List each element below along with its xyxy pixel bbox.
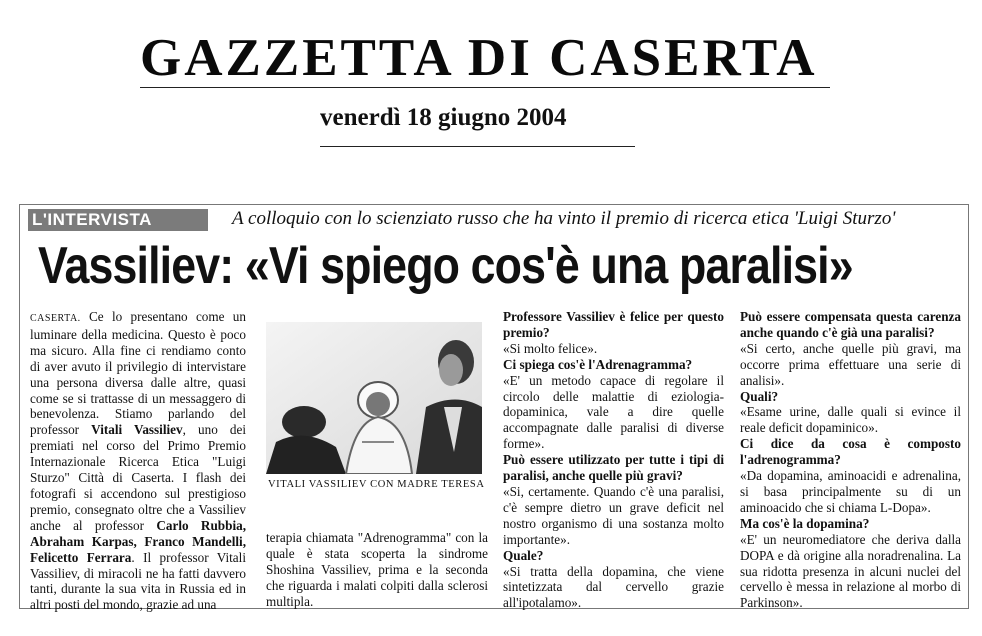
answer: «Si molto felice». (503, 340, 598, 356)
dateline: CASERTA. (30, 313, 81, 324)
question: Ci spiega cos'è l'Adrenagramma? (503, 356, 693, 372)
article-column-1 (30, 309, 246, 613)
interviewee-name: Vitali Vassiliev (91, 422, 183, 438)
issue-date: venerdì 18 giugno 2004 (320, 104, 567, 131)
question: Quali? (740, 388, 779, 404)
question: Professore Vassiliev è felice per questo premio? (503, 309, 724, 340)
article-column-3 (503, 309, 724, 611)
photo-illustration (266, 322, 482, 474)
question: Quale? (503, 547, 544, 563)
answer: «Da dopamina, aminoacidi e adrenalina, si basa principalmente su di un aminoacido che si chiama L-Dopa». (740, 468, 961, 515)
other-awardees: Carlo Rubbia, Abraham Karpas, Franco Mandelli, Felicetto Ferrara (30, 517, 247, 565)
intro-text-b: , uno dei premiati nel corso del Primo Premio Internazionale Ricerca Etica "Luigi Sturzo" Città di Caserta. I flash dei fotografi si accendono sul prestigioso premio, consegnato oltre che a Vassiliev anche al professor (30, 422, 246, 533)
article-column-2 (266, 530, 488, 610)
answer: «Si, certamente. Quando c'è una paralisi, c'è sempre dietro un grave deficit nel nostro organismo di una sostanza molto importante». (503, 483, 724, 547)
section-kicker: L'INTERVISTA (28, 209, 208, 231)
intro-paragraph (30, 309, 246, 613)
article-subtitle: A colloquio con lo scienziato russo che ha vinto il premio di ricerca etica 'Luigi Sturzo' (232, 208, 896, 229)
answer: «E' un neuromediatore che deriva dalla DOPA e dà origine alla noradrenalina. La sua ridotta presenza in alcuni nuclei del cervello è messa in relazione al morbo di Parkinson». (740, 531, 961, 611)
article-photo (266, 322, 482, 474)
intro-text-a: Ce lo presentano come un luminare della medicina. Questo è poco ma sicuro. Alla fine ci rendiamo conto di aver avuto il privilegio di intervistare una persona diversa dalle altre, quasi come se si trattasse di un messaggero di benevolenza. Stiamo parlando del professor (30, 309, 246, 438)
answer: «Esame urine, dalle quali si evince il reale deficit dopaminico». (740, 404, 961, 436)
question: Può essere compensata questa carenza anche quando c'è già una paralisi? (740, 309, 961, 340)
photo-caption: VITALI VASSILIEV CON MADRE TERESA (268, 479, 485, 490)
article-column-4 (740, 309, 961, 611)
answer: «Si tratta della dopamina, che viene sintetizzata dal cervello grazie all'ipotalamo». (503, 563, 724, 611)
answer: «E' un metodo capace di regolare il circolo delle malattie di eziologia-dopaminica, vale a dire quelle accompagnate dalle paralisi di diverse forme». (503, 372, 724, 452)
masthead-rule (140, 87, 830, 88)
intro-text-c: . Il professor Vitali Vassiliev, di miracoli ne ha fatti davvero tanti, durante la sua vita in Russia ed in altri posti del mondo, grazie ad una (30, 549, 246, 613)
question: Ma cos'è la dopamina? (740, 515, 870, 531)
newspaper-masthead: GAZZETTA DI CASERTA (140, 29, 818, 87)
answer: «Si certo, anche quelle più gravi, ma occorre prima effettuare una serie di analisi». (740, 340, 961, 388)
article-headline: Vassiliev: «Vi spiego cos'è una paralisi» (38, 237, 853, 295)
question: Ci dice da cosa è composto l'adrenogramma? (740, 436, 961, 468)
date-rule (320, 146, 635, 147)
column-2-text: terapia chiamata "Adrenogramma" con la quale è stata scoperta la sindrome Shoshina Vassiliev, prima e la seconda che riguarda i malati colpiti dalla sclerosi multipla. (266, 530, 488, 609)
question: Può essere utilizzato per tutte i tipi di paralisi, anche quelle più gravi? (503, 452, 724, 484)
